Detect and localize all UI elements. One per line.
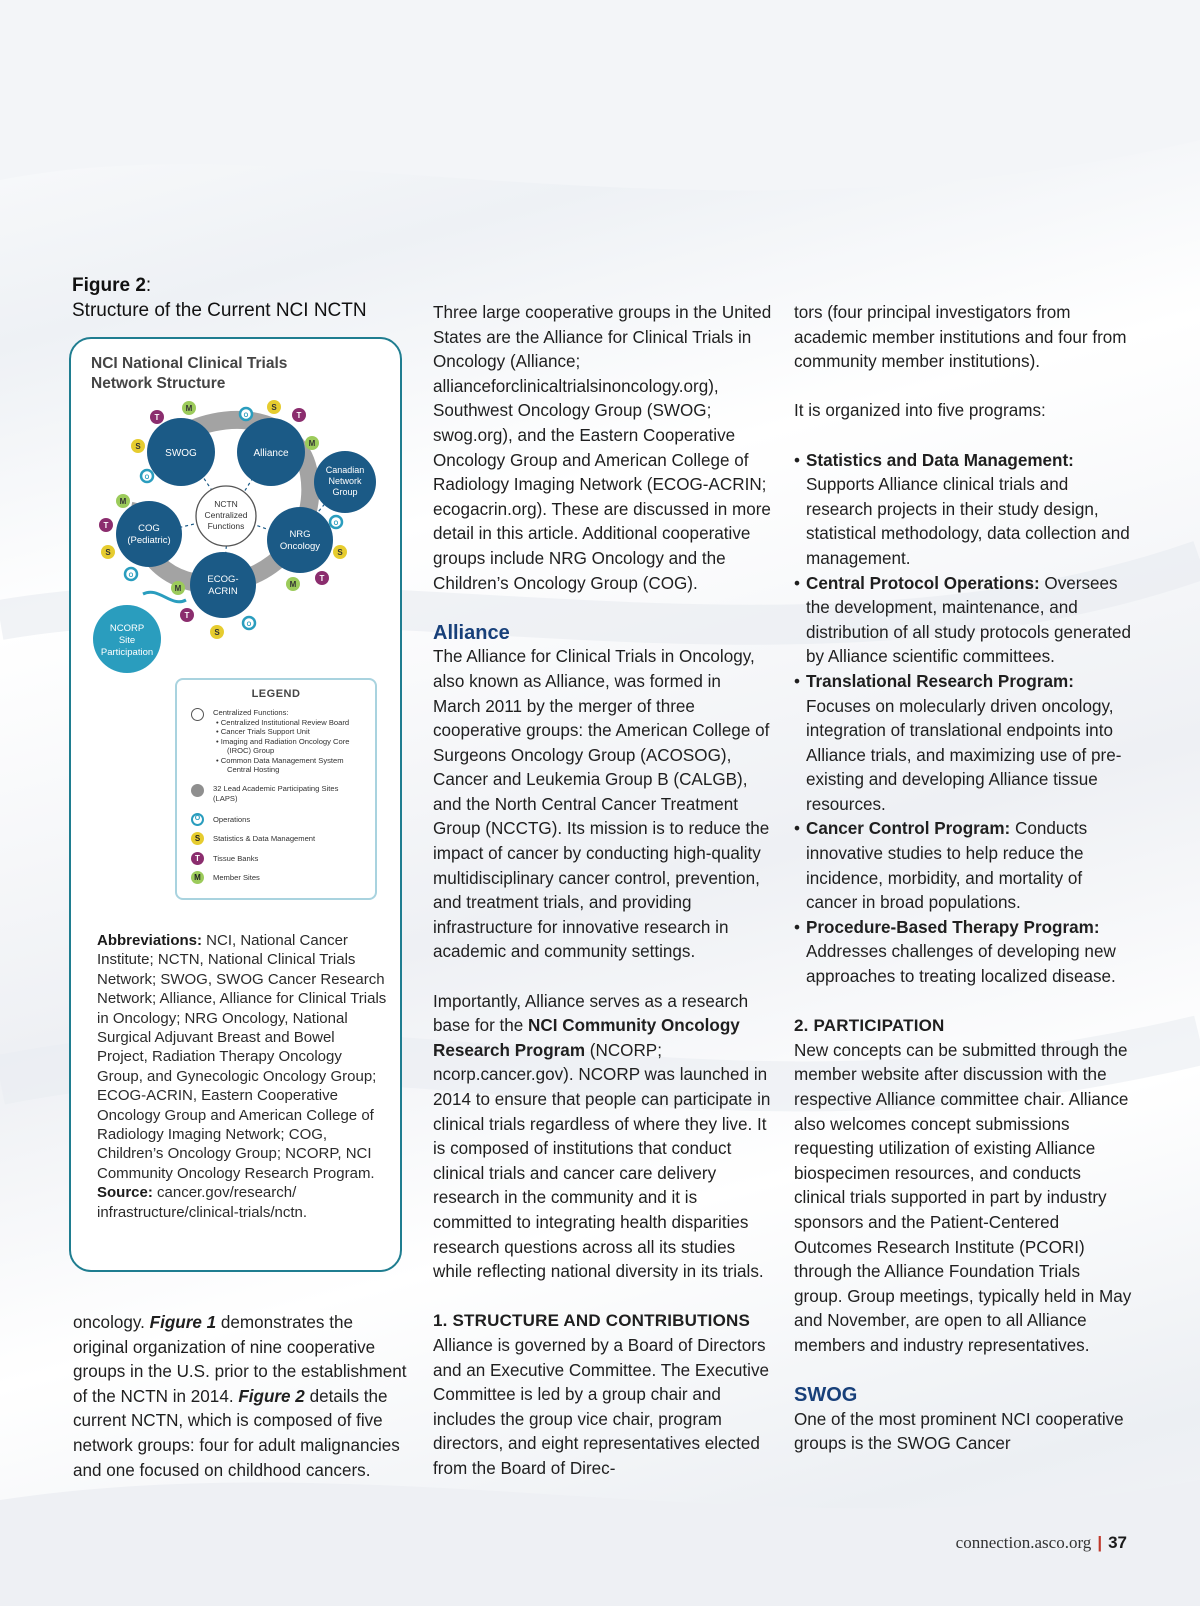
badge-s — [210, 625, 224, 639]
ncorp-name: NCI Community Oncology Research Program — [433, 1016, 740, 1060]
badge-t — [315, 571, 329, 585]
participation-heading: 2. PARTICIPATION — [794, 1016, 945, 1036]
legend-centralized-item: (IROC) Group — [227, 746, 275, 755]
legend-operations-label: Operations — [213, 815, 251, 824]
badge-m — [182, 401, 196, 415]
node-ncorp-label-2: Site — [118, 635, 136, 646]
node-cog-label-1: COG — [138, 523, 160, 534]
legend-lead-sites-2: (LAPS) — [213, 793, 238, 803]
figure-caption: Structure of the Current NCI NCTN — [72, 300, 367, 321]
node-ncorp-label-3: Participation — [100, 647, 154, 658]
legend-centralized-heading: Centralized Functions: — [213, 708, 289, 717]
legend-operations — [191, 813, 250, 826]
node-swog-label: SWOG — [165, 448, 197, 459]
badge-o — [141, 470, 153, 482]
column-3 — [794, 301, 1132, 1457]
program-item: • Procedure-Based Therapy Program: Addresses challenges of developing new approaches to treating localized disease. — [794, 916, 1132, 990]
program-item: • Statistics and Data Management: Supports Alliance clinical trials and research projects in their study design, statistical methodology, data collection and management. — [794, 449, 1132, 572]
legend-member — [191, 871, 260, 884]
legend-member-label: Member Sites — [213, 873, 260, 882]
swog-heading: SWOG — [794, 1384, 858, 1407]
badge-t — [150, 410, 164, 424]
badge-o — [125, 568, 137, 580]
figure-label: Figure 2 — [72, 275, 146, 296]
svg-text:T: T — [319, 574, 325, 583]
abbreviations-label: Abbreviations: — [97, 932, 203, 949]
node-ecog-label-1: ECOG- — [207, 574, 239, 585]
legend-title: LEGEND — [251, 688, 301, 700]
svg-text:S: S — [337, 548, 343, 557]
node-canadian-label-2: Network — [328, 476, 362, 486]
svg-text:O: O — [144, 475, 150, 481]
abbreviations — [97, 931, 387, 1222]
node-swog — [144, 418, 215, 486]
svg-text:S: S — [271, 403, 277, 412]
ncorp-paragraph: Importantly, Alliance serves as a research base for the NCI Community Oncology Research Program (NCORP; ncorp.cancer.gov). NCORP was launched in 2014 to ensure that people can participate in clinical trials regardless of where they live. It is composed of institutions that conduct clinical trials and cancer care delivery research in the community and it is committed to integrating health disparities research questions across all its studies while reflecting national diversity in its trials. — [433, 991, 771, 1282]
svg-text:M: M — [289, 580, 297, 589]
legend-tissue-icon: T — [191, 852, 204, 865]
node-nrg — [267, 507, 333, 573]
source-text: cancer.gov/research/ infrastructure/clinical-trials/nctn. — [97, 1184, 308, 1221]
legend-statistics-icon: S — [191, 832, 204, 845]
program-item: • Translational Research Program: Focuses on molecularly driven oncology, integration of translational endpoints into Alliance trials, and maximizing use of pre-existing and developing Alliance tissue resources. — [794, 670, 1132, 818]
column-2 — [433, 301, 773, 1482]
node-ncorp — [93, 605, 161, 673]
legend-open-circle-icon — [191, 708, 204, 721]
footer-site: connection.asco.org — [955, 1533, 1092, 1552]
svg-text:M: M — [174, 584, 182, 593]
badge-s — [131, 439, 145, 453]
figure-1-ref: Figure 1 — [149, 1313, 217, 1332]
source-label: Source: — [97, 1184, 153, 1202]
structure-heading: 1. STRUCTURE AND CONTRIBUTIONS — [433, 1311, 751, 1331]
node-alliance-label: Alliance — [253, 448, 289, 459]
badge-t — [292, 408, 306, 422]
node-nctn-label-3: Functions — [207, 521, 245, 531]
node-canadian-label-3: Group — [332, 487, 358, 497]
badge-t — [99, 518, 113, 532]
legend-tissue — [191, 852, 258, 865]
node-nrg-label-2: Oncology — [279, 541, 321, 552]
svg-text:T: T — [154, 413, 160, 422]
programs-intro: It is organized into five programs: — [794, 401, 1046, 421]
badge-t — [180, 608, 194, 622]
swog-paragraph: One of the most prominent NCI cooperative groups is the SWOG Cancer — [794, 1409, 1124, 1454]
node-nrg-label-1: NRG — [289, 529, 311, 540]
legend-centralized-item: Central Hosting — [227, 765, 280, 774]
svg-text:O: O — [243, 413, 249, 419]
svg-text:M: M — [185, 404, 193, 413]
svg-text:T: T — [103, 521, 109, 530]
node-ncorp-label-1: NCORP — [109, 623, 145, 634]
legend-lead-sites-1: 32 Lead Academic Participating Sites — [213, 784, 339, 793]
col2-intro: Three large cooperative groups in the United States are the Alliance for Clinical Trials in Oncology (Alliance; allianceforclinicaltrialsinoncology.org), Southwest Oncology Group (SWOG; swog.org), and the Eastern Cooperative Oncology Group and American College of Radiology Imaging Network (ECOG-ACRIN; ecogacrin.org). These are discussed in more detail in this article. Additional cooperative groups include NRG Oncology and the Children’s Oncology Group (COG). — [433, 303, 772, 593]
legend-statistics — [191, 832, 315, 845]
legend-centralized-item: • Common Data Management System — [216, 755, 344, 765]
program-item: • Cancer Control Program: Conducts innovative studies to help reduce the incidence, morbidity, and mortality of cancer in broad populations. — [794, 817, 1132, 915]
page-footer — [956, 1533, 1127, 1553]
legend-gray-circle-icon — [191, 784, 204, 797]
node-canadian-label-1: Canadian — [325, 465, 365, 475]
legend-tissue-label: Tissue Banks — [213, 854, 259, 863]
badge-m — [171, 581, 185, 595]
node-ecog-label-2: ACRIN — [208, 586, 238, 597]
svg-text:T: T — [184, 611, 190, 620]
node-cog — [116, 501, 182, 567]
svg-text:M: M — [308, 439, 316, 448]
footer-separator: | — [1097, 1533, 1103, 1552]
node-nctn — [196, 486, 256, 546]
node-cog-label-2: (Pediatric) — [127, 535, 171, 546]
node-canadian — [314, 451, 376, 513]
svg-text:O: O — [333, 521, 339, 527]
program-item: • Central Protocol Operations: Oversees the development, maintenance, and distribution of all study protocols generated by Alliance scientific committees. — [794, 572, 1132, 670]
svg-text:T: T — [296, 411, 302, 420]
legend-lead-sites — [191, 784, 338, 803]
abbreviations-text: NCI, National Cancer Institute; NCTN, National Clinical Trials Network; SWOG, SWOG Cancer Research Network; Alliance, Alliance for Clinical Trials in Oncology; NRG Oncology, National Surgical Adjuvant Breast and Bowel Project, Radiation Therapy Oncology Group, and Gynecologic Oncology Group; ECOG-ACRIN, Eastern Cooperative Oncology Group and American College of Radiology Imaging Network; COG, Children’s Oncology Group; NCORP, NCI Community Oncology Research Program. — [97, 932, 387, 1182]
structure-paragraph: Alliance is governed by a Board of Directors and an Executive Committee. The Executive Committee is led by a group chair and includes the group vice chair, program directors, and eight representatives elected from the Board of Direc- — [433, 1335, 770, 1478]
badge-m — [116, 494, 130, 508]
page-number: 37 — [1108, 1533, 1127, 1552]
participation-paragraph: New concepts can be submitted through the member website after discussion with the respective Alliance committee chair. Alliance also welcomes concept submissions requesting utilization of existing Alliance biospecimen resources, and conducts clinical trials supported in part by industry sponsors and the Patient-Centered Outcomes Research Institute (PCORI) through the Alliance Foundation Trials group. Group meetings, typically held in May and November, are open to all Alliance members and industry representatives. — [794, 1040, 1132, 1355]
legend-operations-icon: O — [191, 813, 204, 826]
svg-text:O: O — [246, 622, 252, 628]
badge-o — [240, 408, 252, 420]
network-diagram — [71, 394, 391, 694]
badge-o — [330, 516, 342, 528]
alliance-paragraph: The Alliance for Clinical Trials in Oncology, also known as Alliance, was formed in March 2011 by the merger of three cooperative groups: the American College of Surgeons Oncology Group (ACOSOG), Cancer and Leukemia Group B (CALGB), and the North Central Cancer Treatment Group (NCCTG). Its mission is to reduce the impact of cancer by conducting high-quality multidisciplinary cancer control, prevention, and treatment trials, and providing infrastructure for innovative research in academic and community settings. — [433, 647, 770, 962]
svg-text:O: O — [128, 573, 134, 579]
legend-centralized-item: • Centralized Institutional Review Board — [216, 717, 350, 727]
badge-o — [243, 617, 255, 629]
figure-box — [69, 337, 402, 1272]
legend-centralized-item: • Cancer Trials Support Unit — [216, 727, 310, 736]
figure-2-ref: Figure 2 — [238, 1386, 305, 1406]
svg-text:M: M — [119, 497, 127, 506]
badge-s — [267, 400, 281, 414]
node-nctn-label-1: NCTN — [214, 499, 238, 509]
svg-text:S: S — [135, 442, 141, 451]
legend-member-icon: M — [191, 871, 204, 884]
legend-centralized-item: • Imaging and Radiation Oncology Core — [216, 736, 350, 746]
col3-continuation: tors (four principal investigators from academic member institutions and four from community member institutions). — [794, 303, 1127, 372]
col1-paragraph: oncology. Figure 1 demonstrates the original organization of nine cooperative groups in the U.S. prior to the establishment of the NCTN in 2014. Figure 2 details the current NCTN, which is composed of five network groups: four for adult malignancies and one focused on childhood cancers. — [73, 1313, 407, 1480]
badge-m — [286, 577, 300, 591]
legend-centralized — [191, 708, 350, 775]
node-alliance — [237, 418, 305, 486]
column-1 — [73, 1311, 409, 1483]
figure-label-colon: : — [145, 275, 152, 296]
legend-statistics-label: Statistics & Data Management — [213, 834, 316, 843]
badge-m — [305, 436, 319, 450]
badge-s — [333, 545, 347, 559]
badge-s — [101, 545, 115, 559]
legend — [175, 678, 377, 900]
figure-title — [72, 273, 412, 323]
alliance-heading: Alliance — [433, 621, 510, 644]
node-nctn-label-2: Centralized — [204, 510, 248, 520]
network-title: NCI National Clinical Trials Network Structure — [91, 355, 288, 392]
svg-text:S: S — [214, 628, 220, 637]
node-ecog-acrin — [190, 552, 256, 618]
svg-text:S: S — [105, 548, 111, 557]
